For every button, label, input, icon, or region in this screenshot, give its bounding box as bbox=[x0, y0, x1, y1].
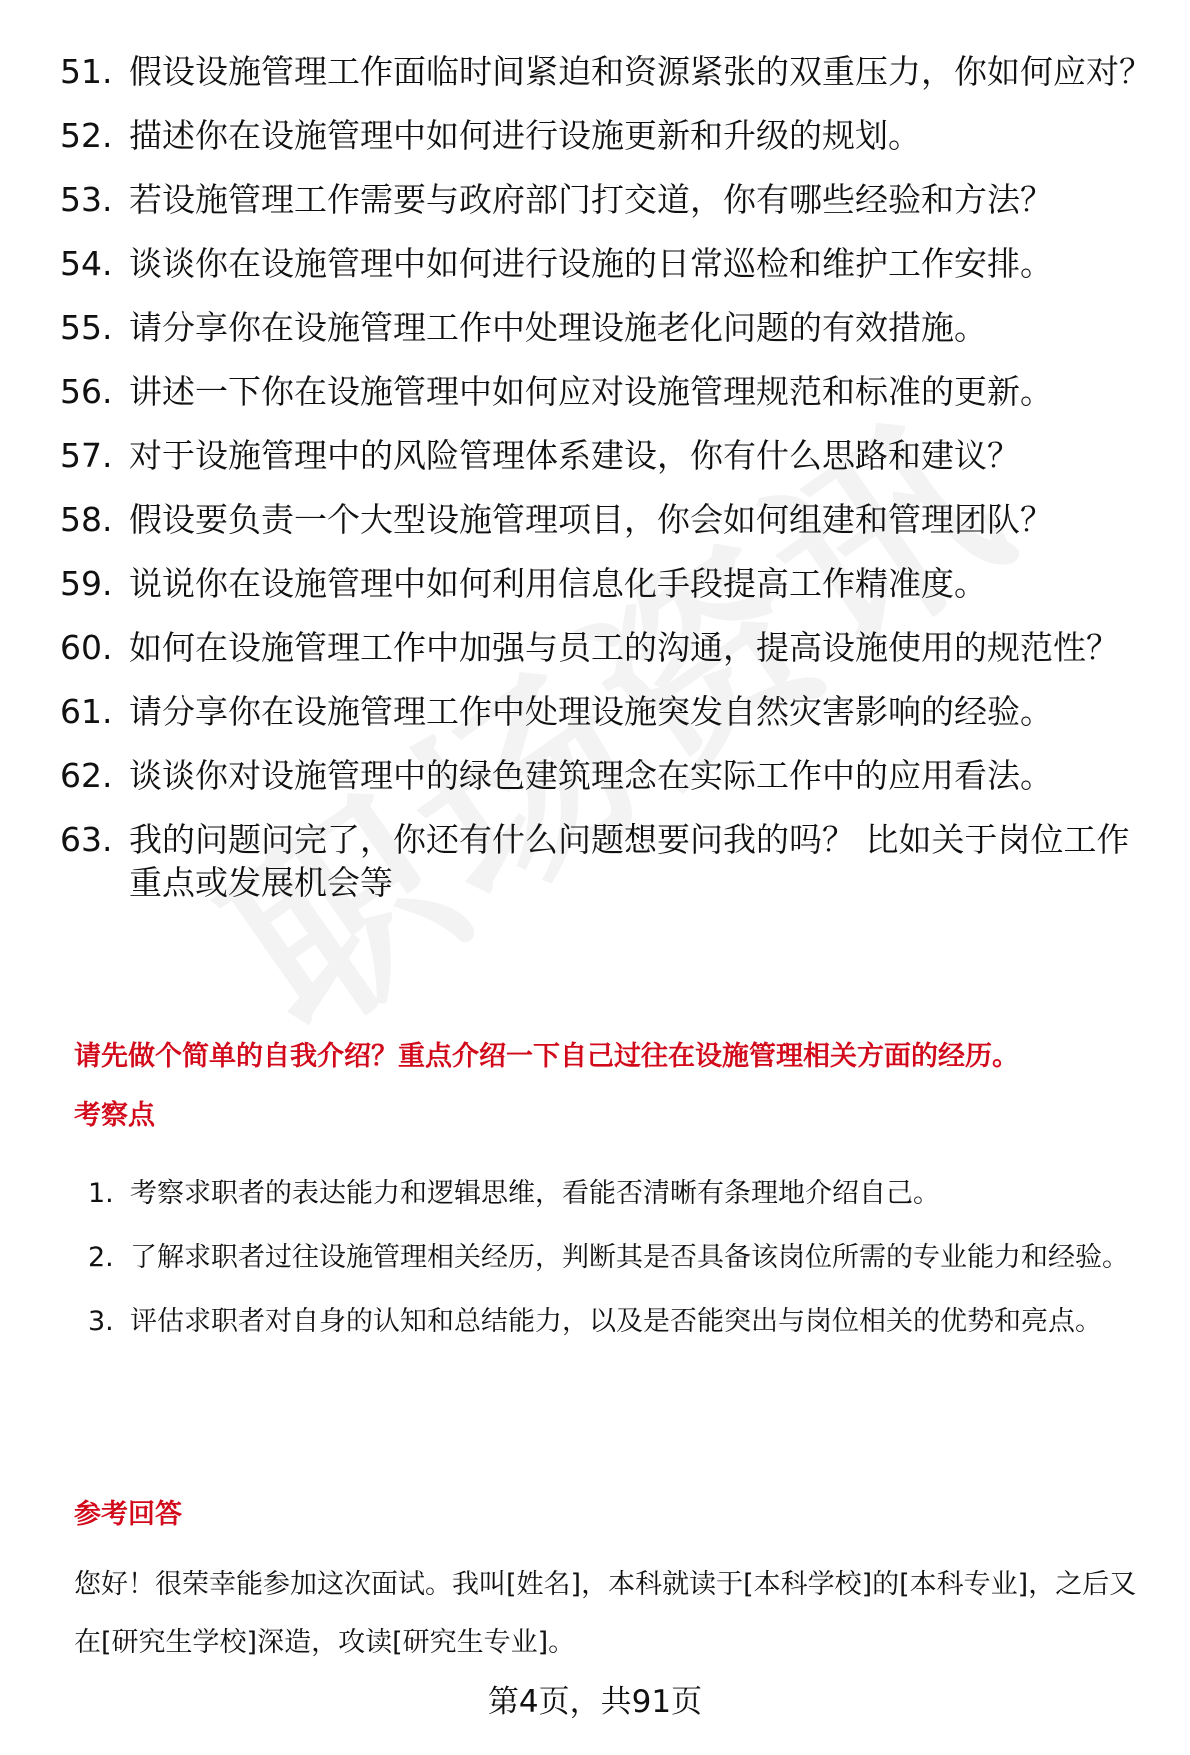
question-item bbox=[60, 818, 1160, 904]
question-number: 58. bbox=[60, 500, 113, 539]
highlight-question: 请先做个简单的自我介绍？重点介绍一下自己过往在设施管理相关方面的经历。 bbox=[74, 1041, 1019, 1072]
inspection-point bbox=[74, 1229, 1154, 1287]
reference-answer: 您好！很荣幸能参加这次面试。我叫[姓名]，本科就读于[本科学校]的[本科专业]，之后又在[研究生学校]深造，攻读[研究生专业]。 bbox=[74, 1569, 1137, 1658]
question-item bbox=[60, 370, 1160, 413]
question-item bbox=[60, 50, 1160, 93]
question-item bbox=[60, 562, 1160, 605]
question-text: 请分享你在设施管理工作中处理设施突发自然灾害影响的经验。 bbox=[129, 692, 1053, 731]
question-item bbox=[60, 114, 1160, 157]
question-number: 59. bbox=[60, 564, 113, 603]
inspection-title: 考察点 bbox=[74, 1100, 155, 1131]
question-number: 63. bbox=[60, 820, 113, 859]
question-item bbox=[60, 626, 1160, 669]
question-text: 对于设施管理中的风险管理体系建设，你有什么思路和建议？ bbox=[129, 436, 1020, 475]
question-text: 说说你在设施管理中如何利用信息化手段提高工作精准度。 bbox=[129, 564, 987, 603]
point-text: 了解求职者过往设施管理相关经历，判断其是否具备该岗位所需的专业能力和经验。 bbox=[130, 1242, 1129, 1273]
question-text: 讲述一下你在设施管理中如何应对设施管理规范和标准的更新。 bbox=[129, 372, 1053, 411]
question-item bbox=[60, 242, 1160, 285]
question-text: 假设设施管理工作面临时间紧迫和资源紧张的双重压力，你如何应对？ bbox=[129, 52, 1152, 91]
question-number: 60. bbox=[60, 628, 113, 667]
question-item bbox=[60, 434, 1160, 477]
point-number: 2. bbox=[88, 1242, 114, 1273]
question-text: 描述你在设施管理中如何进行设施更新和升级的规划。 bbox=[129, 116, 921, 155]
question-number: 53. bbox=[60, 180, 113, 219]
question-text: 如何在设施管理工作中加强与员工的沟通，提高设施使用的规范性？ bbox=[129, 628, 1119, 667]
question-item bbox=[60, 754, 1160, 797]
question-number: 52. bbox=[60, 116, 113, 155]
question-text: 若设施管理工作需要与政府部门打交道，你有哪些经验和方法？ bbox=[129, 180, 1053, 219]
question-number: 62. bbox=[60, 756, 113, 795]
question-item bbox=[60, 178, 1160, 221]
inspection-point bbox=[74, 1165, 1154, 1223]
point-number: 1. bbox=[88, 1178, 114, 1209]
inspection-point-list bbox=[74, 1165, 1154, 1357]
question-number: 56. bbox=[60, 372, 113, 411]
question-list bbox=[60, 50, 1160, 925]
question-text: 请分享你在设施管理工作中处理设施老化问题的有效措施。 bbox=[129, 308, 987, 347]
reference-title: 参考回答 bbox=[74, 1499, 182, 1530]
question-number: 51. bbox=[60, 52, 113, 91]
point-text: 考察求职者的表达能力和逻辑思维，看能否清晰有条理地介绍自己。 bbox=[130, 1178, 940, 1209]
question-text: 我的问题问完了，你还有什么问题想要问我的吗？ 比如关于岗位工作重点或发展机会等 bbox=[129, 820, 1130, 902]
question-number: 57. bbox=[60, 436, 113, 475]
question-item bbox=[60, 306, 1160, 349]
point-text: 评估求职者对自身的认知和总结能力，以及是否能突出与岗位相关的优势和亮点。 bbox=[130, 1306, 1102, 1337]
page-footer: 第4页，共91页 bbox=[487, 1684, 703, 1720]
question-number: 54. bbox=[60, 244, 113, 283]
question-item bbox=[60, 498, 1160, 541]
question-number: 55. bbox=[60, 308, 113, 347]
question-item bbox=[60, 690, 1160, 733]
inspection-point bbox=[74, 1293, 1154, 1351]
question-text: 假设要负责一个大型设施管理项目，你会如何组建和管理团队？ bbox=[129, 500, 1053, 539]
question-number: 61. bbox=[60, 692, 113, 731]
question-text: 谈谈你在设施管理中如何进行设施的日常巡检和维护工作安排。 bbox=[129, 244, 1053, 283]
point-number: 3. bbox=[88, 1306, 114, 1337]
question-text: 谈谈你对设施管理中的绿色建筑理念在实际工作中的应用看法。 bbox=[129, 756, 1053, 795]
